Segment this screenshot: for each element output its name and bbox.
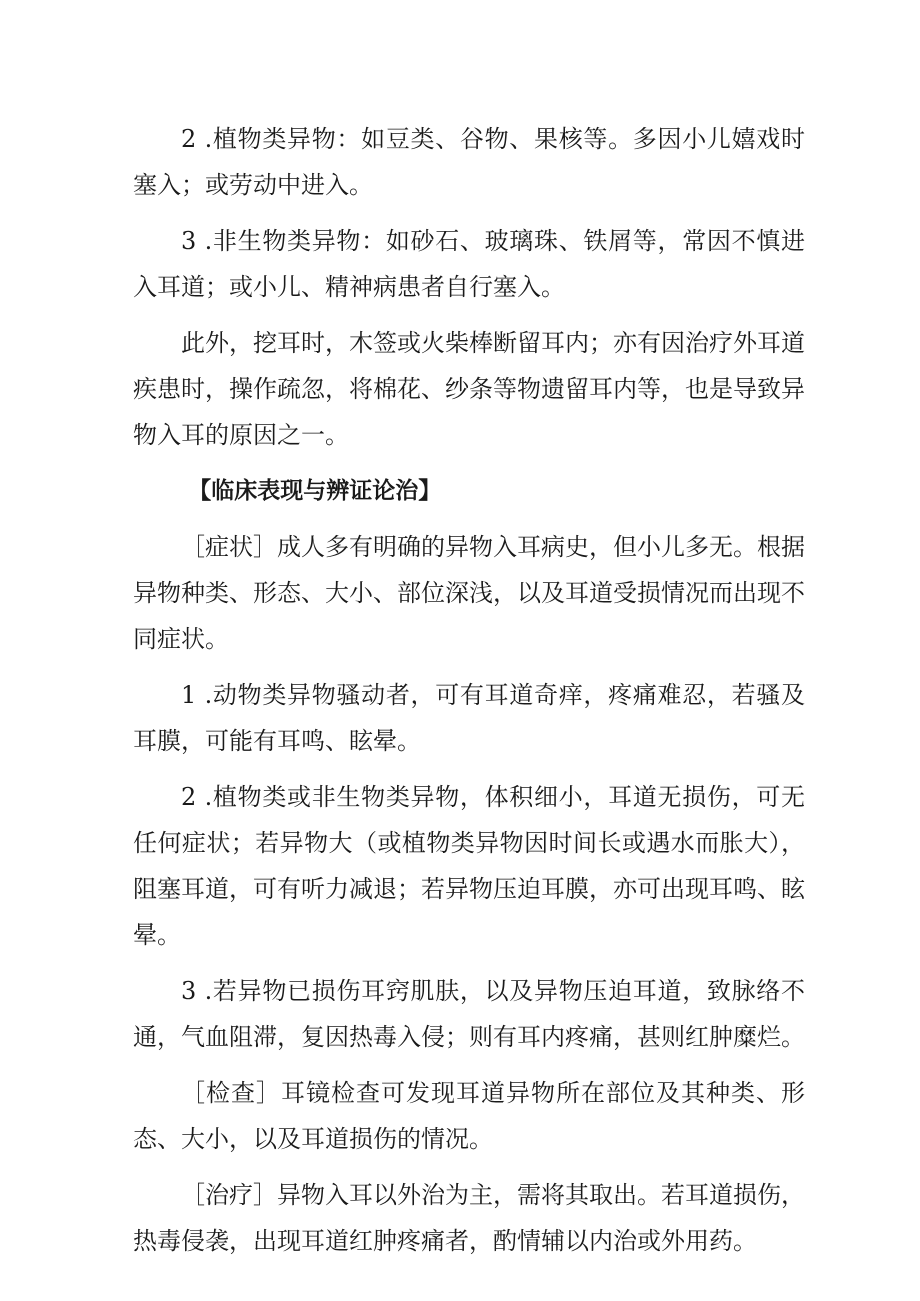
- paragraph-symptom-2: 2 .植物类或非生物类异物，体积细小，耳道无损伤，可无任何症状；若异物大（或植物类异物因时间长或遇水而胀大），阻塞耳道，可有听力减退；若异物压迫耳膜，亦可出现耳鸣、眩晕。: [133, 783, 805, 949]
- paragraph-treatment: ［治疗］异物入耳以外治为主，需将其取出。若耳道损伤，热毒侵袭，出现耳道红肿疼痛者，酌情辅以内治或外用药。: [133, 1181, 805, 1255]
- paragraph-other-causes: 此外，挖耳时，木签或火柴棒断留耳内；亦有因治疗外耳道疾患时，操作疏忽，将棉花、纱条等物遗留耳内等，也是导致异物入耳的原因之一。: [133, 329, 805, 449]
- paragraph-plant-foreign-bodies: 2 .植物类异物：如豆类、谷物、果核等。多因小儿嬉戏时塞入；或劳动中进入。: [133, 125, 805, 199]
- paragraph-symptoms: ［症状］成人多有明确的异物入耳病史，但小儿多无。根据异物种类、形态、大小、部位深浅，以及耳道受损情况而出现不同症状。: [133, 533, 805, 653]
- paragraph-nonliving-foreign-bodies: 3 .非生物类异物：如砂石、玻璃珠、铁屑等，常因不慎进入耳道；或小儿、精神病患者自行塞入。: [133, 227, 805, 301]
- document-body: [133, 116, 805, 1274]
- paragraph-symptom-3: 3 .若异物已损伤耳窍肌肤，以及异物压迫耳道，致脉络不通，气血阻滞，复因热毒入侵；则有耳内疼痛，甚则红肿糜烂。: [133, 977, 805, 1051]
- paragraph-symptom-1: 1 .动物类异物骚动者，可有耳道奇痒，疼痛难忍，若骚及耳膜，可能有耳鸣、眩晕。: [133, 681, 805, 755]
- paragraph-examination: ［检查］耳镜检查可发现耳道异物所在部位及其种类、形态、大小，以及耳道损伤的情况。: [133, 1079, 805, 1153]
- section-heading: 【临床表现与辨证论治】: [188, 478, 442, 504]
